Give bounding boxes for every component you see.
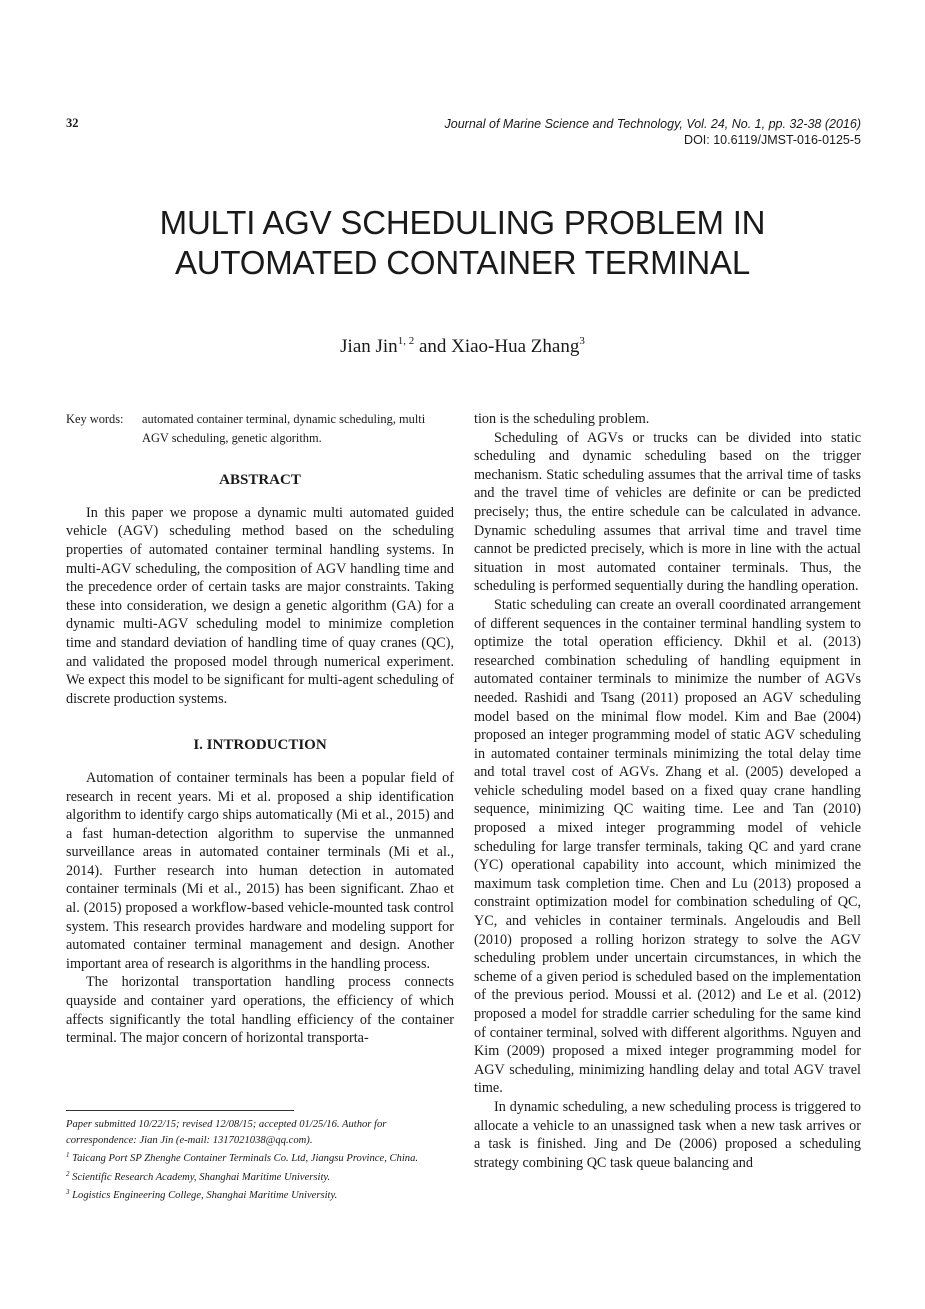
- footnote-1-text: Taicang Port SP Zhenghe Container Terminals Co. Ltd, Jiangsu Province, China.: [72, 1153, 419, 1164]
- journal-citation: Journal of Marine Science and Technology, Vol. 24, No. 1, pp. 32-38 (2016): [444, 117, 861, 131]
- journal-header: [445, 116, 861, 148]
- right-paragraph-3: In dynamic scheduling, a new scheduling process is triggered to allocate a vehicle to an unassigned task when a new task arrives or a task is finished. Jing and De (2006) proposed a scheduling strategy combining QC task queue balancing and: [474, 1098, 861, 1171]
- right-paragraph-0: tion is the scheduling problem.: [474, 411, 650, 427]
- footnotes: [66, 1117, 456, 1204]
- author-connector: and: [414, 336, 452, 357]
- right-column: [474, 410, 861, 1172]
- introduction-heading: I. INTRODUCTION: [193, 737, 327, 754]
- doi: DOI: 10.6119/JMST-016-0125-5: [684, 133, 861, 147]
- keywords-text: automated container terminal, dynamic scheduling, multi AGV scheduling, genetic algorithm.: [142, 412, 426, 445]
- author-1: Jian Jin: [340, 336, 398, 357]
- footnote-1: [66, 1148, 456, 1167]
- footnote-3-text: Logistics Engineering College, Shanghai Maritime University.: [72, 1190, 338, 1201]
- right-paragraph-1: Scheduling of AGVs or trucks can be divided into static scheduling and dynamic scheduling based on the trigger mechanism. Static scheduling assumes that the arrival time of tasks and the travel time of vehicles are definite or can be predicted precisely; thus, the entire schedule can be calculated in advance. Dynamic scheduling assumes that arrival time and travel time cannot be predicted precisely, which is more in line with the actual situation in most automated container terminals. Thus, the scheduling is performed sequentially during the handling operation.: [474, 429, 861, 595]
- title-line-1: MULTI AGV SCHEDULING PROBLEM IN: [159, 204, 766, 241]
- author-2-affiliation: 3: [579, 335, 585, 347]
- footnote-2-text: Scientific Research Academy, Shanghai Maritime University.: [72, 1171, 331, 1183]
- intro-paragraph-1: Automation of container terminals has been a popular field of research in recent years. Mi et al. proposed a ship identification algorithm to identify cargo ships automatically (Mi et al., 2015) and a fast human-detection algorithm to supervise the unmanned surveillance areas in automated container terminals (Mi et al., 2014). Further research into human detection in automated container terminals (Mi et al., 2015) has been significant. Zhao et al. (2015) proposed a workflow-based vehicle-mounted task control system. This research provides hardware and modeling support for automated container terminal management and design. Another important area of research is algorithms in the handling process.: [66, 769, 454, 972]
- keywords: [66, 410, 454, 447]
- footnote-1-mark: 1: [66, 1151, 70, 1159]
- title-line-2: AUTOMATED CONTAINER TERMINAL: [174, 244, 750, 281]
- footnote-3-mark: 3: [66, 1188, 70, 1196]
- abstract-heading: ABSTRACT: [219, 472, 301, 489]
- submission-note: Paper submitted 10/22/15; revised 12/08/15; accepted 01/25/16. Author for correspondence: Jian Jin (e-mail: 1317021038@qq.com).: [66, 1119, 387, 1146]
- page-number: 32: [66, 116, 79, 130]
- left-column: [66, 410, 454, 1048]
- intro-paragraph-2: The horizontal transportation handling process connects quayside and container yard operations, the efficiency of which affects significantly the total handling efficiency of the container terminal. The major concern of horizontal transporta-: [66, 974, 454, 1047]
- right-paragraph-2: Static scheduling can create an overall coordinated arrangement of different sequences in the container terminal handling system to optimize the total operation efficiency. Dkhil et al. (2013) researched combination scheduling of handling equipment in automated container terminals to minimize the number of AGVs needed. Rashidi and Tsang (2011) proposed an AGV scheduling model based on the minimal flow model. Kim and Bae (2004) proposed an integer programming model of static AGV scheduling in automated container terminals minimizing the total delay time and total travel cost of AGVs. Zhang et al. (2005) developed a vehicle scheduling model based on a fixed quay crane handling sequence, minimizing QC waiting time. Lee and Tan (2010) proposed a mixed integer programming model of vehicle scheduling for large transfer terminals, taking QC and yard crane (YC) operational capability into account, which minimized the maximum task completion time. Chen and Lu (2013) proposed a constraint optimization model for combination scheduling of QC, YC, and vehicles in container terminals. Angeloudis and Bell (2010) proposed a rolling horizon strategy to solve the AGV scheduling problem under uncertain circumstances, in which the scheme of a given period is scheduled based on the implementation of the previous period. Moussi et al. (2012) and Le et al. (2012) proposed a model for straddle carrier scheduling for the same kind of container terminal, solved with different algorithms. Nguyen and Kim (2009) proposed a mixed integer programming model for AGV scheduling, minimizing handling delay and total AGV travel time.: [474, 596, 861, 1097]
- footnote-2-mark: 2: [66, 1169, 70, 1178]
- author-list: [0, 335, 925, 358]
- abstract-text: In this paper we propose a dynamic multi automated guided vehicle (AGV) scheduling method based on the scheduling properties of automated container terminal handling systems. In multi-AGV scheduling, the composition of AGV handling time and the precedence order of certain tasks are major constraints. Taking these into consideration, we design a genetic algorithm (GA) for a dynamic multi-AGV scheduling model to minimize completion time and standard deviation of handling time of quay cranes (QC), and validated the proposed model through numerical experiment. We expect this model to be significant for multi-agent scheduling of discrete production systems.: [66, 504, 454, 707]
- author-2: Xiao-Hua Zhang: [451, 336, 580, 357]
- keywords-label: Key words:: [66, 412, 124, 426]
- footnote-rule: [66, 1110, 294, 1111]
- paper-title: [0, 203, 925, 283]
- footnote-3: [66, 1185, 456, 1204]
- footnote-2: [66, 1167, 456, 1186]
- author-1-affiliation: 1, 2: [397, 335, 415, 347]
